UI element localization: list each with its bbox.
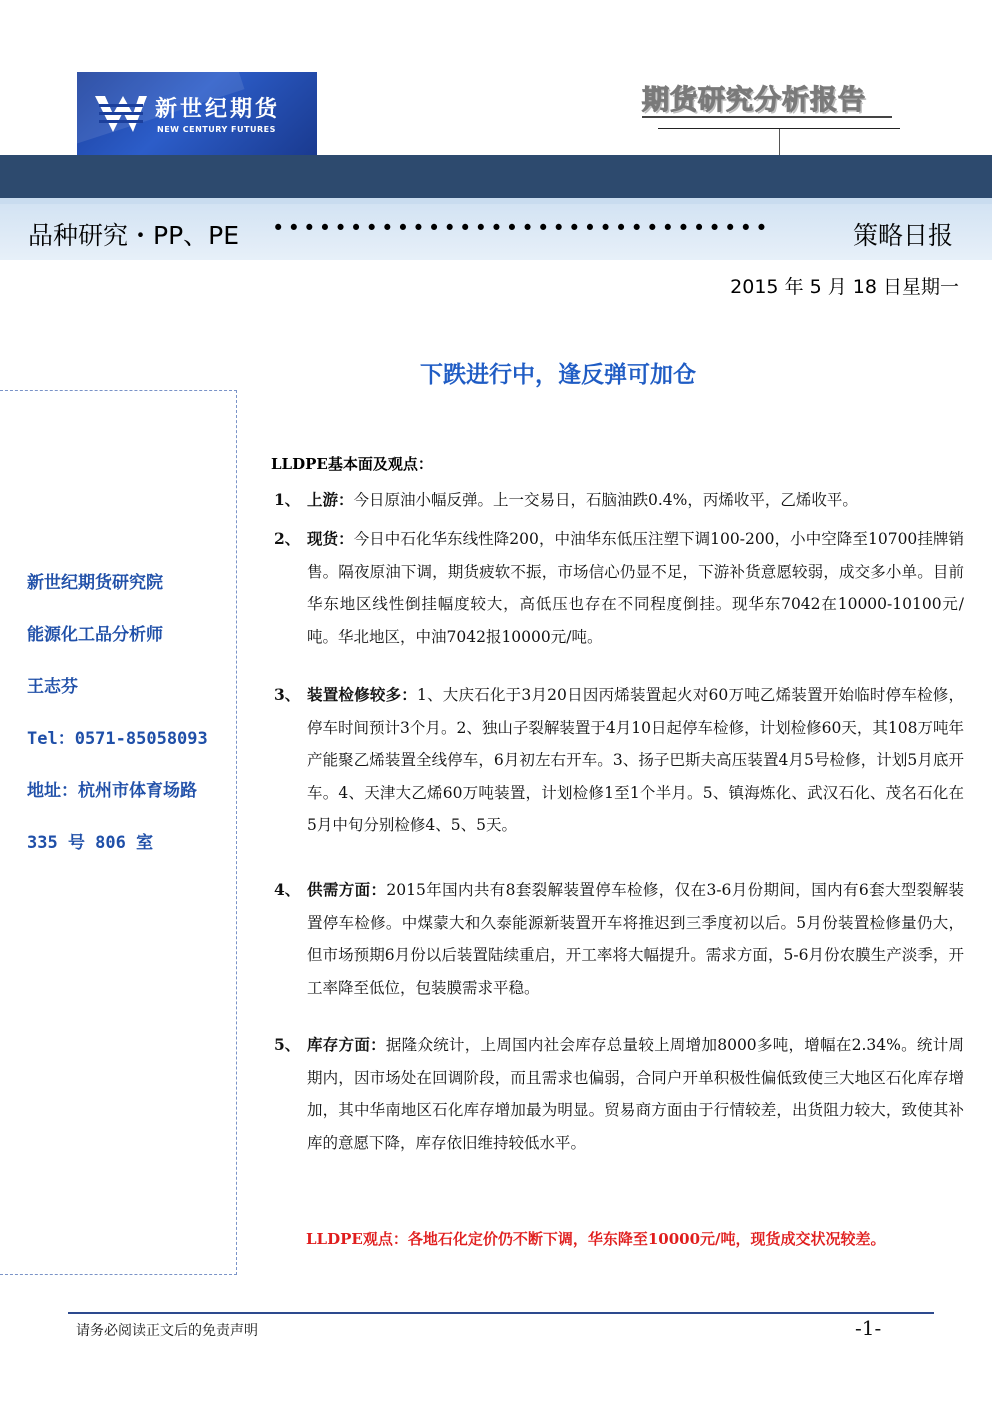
- company-logo: [77, 72, 317, 155]
- item-body: 今日中石化华东线性降200，中油华东低压注塑下调100-200，小中空降至10700挂牌销售。隔夜原油下调，期货疲软不振，市场信心仍显不足，下游补货意愿较弱，成交多小单。目前华东地区线性倒挂幅度较大，高低压也存在不同程度倒挂。现华东7042在10000-10100元/吨。华北地区，中油7042报10000元/吨。: [307, 530, 964, 646]
- footer-disclaimer: 请务必阅读正文后的免责声明: [76, 1323, 258, 1339]
- sidebar-address: 地址：杭州市体育场路: [27, 781, 197, 801]
- report-date: 2015 年 5 月 18 日星期一: [730, 276, 959, 298]
- sidebar-institute: 新世纪期货研究院: [27, 573, 163, 593]
- list-item: [274, 874, 964, 1004]
- item-text: [307, 523, 964, 653]
- item-text: [307, 679, 964, 842]
- item-body: 据隆众统计，上周国内社会库存总量较上周增加8000多吨，增幅在2.34%。统计周期内，因市场处在回调阶段，而且需求也偏弱，合同户开单积极性偏低致使三大地区石化库存增加，其中华南地区石化库存增加最为明显。贸易商方面由于行情较差，出货阻力较大，致使其补库的意愿下降，库存依旧维持较低水平。: [307, 1036, 964, 1152]
- report-type-underline: [642, 116, 892, 118]
- item-number: 5、: [274, 1035, 301, 1054]
- item-number: 2、: [274, 529, 301, 548]
- item-label: 库存方面：: [307, 1035, 386, 1054]
- item-text: [307, 1029, 964, 1159]
- item-text: [307, 874, 964, 1004]
- section-title: LLDPE基本面及观点：: [271, 455, 433, 473]
- item-body: 1、大庆石化于3月20日因丙烯装置起火对60万吨乙烯装置开始临时停车检修，停车时间预计3个月。2、独山子裂解装置于4月10日起停车检修，计划检修60天，其108万吨年产能聚乙烯装置全线停车，6月初左右开车。3、扬子巴斯夫高压装置4月5号检修，计划5月底开车。4、天津大乙烯60万吨装置，计划检修1至1个半月。5、镇海炼化、武汉石化、茂名石化在5月中旬分别检修4、5、5天。: [307, 686, 964, 834]
- footer-divider: [68, 1312, 934, 1314]
- page-number: -1-: [855, 1316, 882, 1340]
- item-label: 装置检修较多：: [307, 685, 418, 704]
- item-text: [307, 484, 964, 517]
- sidebar-role: 能源化工品分析师: [27, 625, 163, 645]
- item-label: 供需方面：: [307, 880, 387, 899]
- item-number: 1、: [274, 490, 301, 509]
- logo-text-cn: 新世纪期货: [155, 96, 281, 122]
- list-item: [274, 1029, 964, 1159]
- item-label: 上游：: [307, 490, 354, 509]
- sidebar-phone: Tel：0571-85058093: [27, 729, 208, 749]
- headline: 下跌进行中，逢反弹可加仓: [420, 362, 696, 388]
- report-type-divider: [779, 129, 780, 155]
- header-band: [0, 155, 992, 198]
- category-title: 品种研究・PP、PE: [28, 221, 240, 250]
- list-item: [274, 679, 964, 842]
- analyst-sidebar: [0, 390, 237, 1275]
- conclusion: LLDPE观点：各地石化定价仍不断下调，华东降至10000元/吨，现货成交状况较差。: [306, 1230, 886, 1248]
- item-number: 4、: [274, 880, 301, 899]
- item-body: 2015年国内共有8套裂解装置停车检修，仅在3-6月份期间，国内有6套大型裂解装置停车检修。中煤蒙大和久泰能源新装置开车将推迟到三季度初以后。5月份装置检修量仍大，但市场预期6月份以后装置陆续重启，开工率将大幅提升。需求方面，5-6月份农膜生产淡季，开工率降至低位，包装膜需求平稳。: [307, 881, 964, 997]
- report-type-title: 期货研究分析报告: [642, 85, 866, 116]
- logo-mark-icon: [93, 92, 149, 136]
- item-label: 现货：: [307, 529, 354, 548]
- category-report-kind: 策略日报: [853, 221, 954, 250]
- item-body: 今日原油小幅反弹。上一交易日，石脑油跌0.4%，丙烯收平，乙烯收平。: [353, 491, 858, 509]
- logo-text-en: NEW CENTURY FUTURES: [157, 125, 276, 134]
- item-number: 3、: [274, 685, 301, 704]
- list-item: [274, 523, 964, 653]
- sidebar-analyst-name: 王志芬: [27, 677, 78, 697]
- sidebar-address-room: 335 号 806 室: [27, 833, 154, 853]
- category-dots: ••••••••••••••••••••••••••••••••: [272, 216, 771, 240]
- list-item: [274, 484, 964, 517]
